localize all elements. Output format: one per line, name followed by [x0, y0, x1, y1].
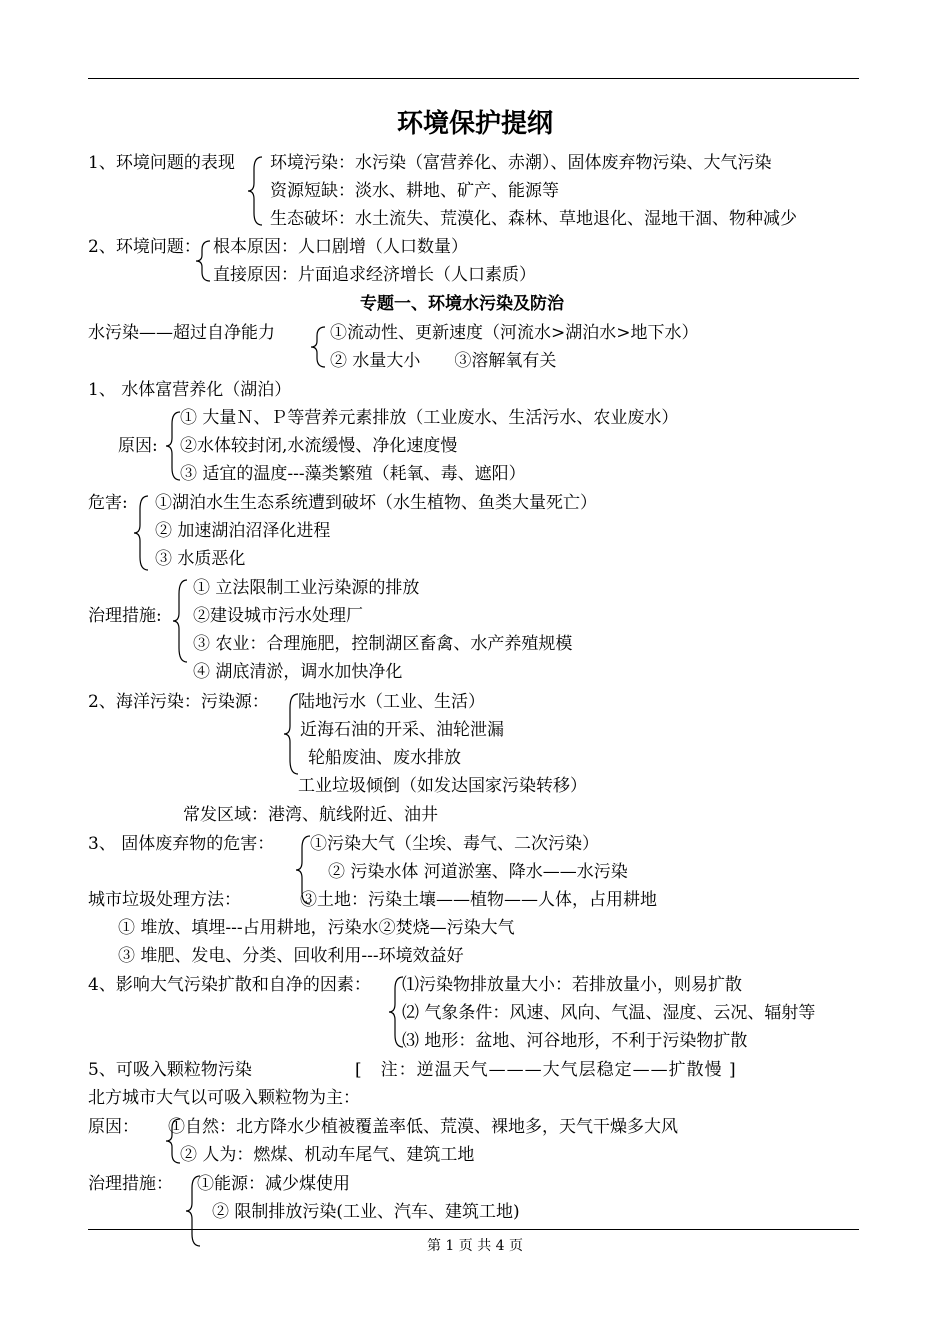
- text-line: 水污染——超过自净能力: [88, 323, 275, 343]
- text-line: ②水体较封闭,水流缓慢、净化速度慢: [180, 436, 458, 456]
- top-rule: [88, 78, 859, 79]
- text-line: 轮船废油、废水排放: [308, 748, 461, 768]
- section-heading: 专题一、环境水污染及防治: [360, 294, 564, 314]
- note: [ 注：逆温天气———大气层稳定——扩散慢 ]: [355, 1060, 737, 1080]
- text-line: ② 加速湖泊沼泽化进程: [155, 521, 331, 541]
- text-line: 2、环境问题：: [88, 237, 201, 257]
- text-line: 生态破坏：水土流失、荒漠化、森林、草地退化、湿地干涸、物种减少: [270, 209, 797, 229]
- text-line: ①流动性、更新速度（河流水>湖泊水>地下水）: [330, 323, 699, 343]
- text-line: ② 人为：燃煤、机动车尾气、建筑工地: [180, 1145, 475, 1165]
- text-line: 1、 水体富营养化（湖泊）: [88, 380, 292, 400]
- brace: [167, 578, 191, 664]
- text-line: 2、海洋污染：污染源：: [88, 692, 269, 712]
- text-line: 资源短缺：淡水、耕地、矿产、能源等: [270, 181, 559, 201]
- text-line: ⑵ 气象条件：风速、风向、气温、湿度、云况、辐射等: [402, 1003, 816, 1023]
- text-line: 城市垃圾处理方法：: [88, 890, 241, 910]
- text-line: 环境污染：水污染（富营养化、赤潮）、固体废弃物污染、大气污染: [270, 153, 772, 173]
- text-line: 治理措施：: [88, 1174, 173, 1194]
- text-line: ④ 湖底清淤，调水加快净化: [193, 662, 403, 682]
- brace: [305, 325, 329, 369]
- text-line: 治理措施:: [88, 606, 162, 626]
- text-line: 1、环境问题的表现: [88, 153, 235, 173]
- text-line: ① 大量Ｎ、Ｐ等营养元素排放（工业废水、生活污水、农业废水）: [180, 408, 679, 428]
- text-line: ①湖泊水生生态系统遭到破坏（水生植物、鱼类大量死亡）: [155, 493, 597, 513]
- text-line: ①自然：北方降水少植被覆盖率低、荒漠、裸地多，天气干燥多大风: [168, 1117, 678, 1137]
- text-line: ③ 农业：合理施肥，控制湖区畜禽、水产养殖规模: [193, 634, 573, 654]
- text-line: ⑶ 地形：盆地、河谷地形，不利于污染物扩散: [402, 1031, 748, 1051]
- text-line: 4、影响大气污染扩散和自净的因素：: [88, 975, 371, 995]
- bottom-rule: [88, 1229, 859, 1230]
- text-line: 近海石油的开采、油轮泄漏: [300, 720, 504, 740]
- text-line: ①能源：减少煤使用: [197, 1174, 350, 1194]
- text-line: ③ 适宜的温度---藻类繁殖（耗氧、毒、遮阳）: [180, 464, 526, 484]
- text-line: 3、 固体废弃物的危害：: [88, 834, 275, 854]
- text-line: 危害:: [88, 493, 128, 513]
- text-line: ① 立法限制工业污染源的排放: [193, 578, 420, 598]
- text-line: ①污染大气（尘埃、毒气、二次污染）: [310, 834, 599, 854]
- brace: [240, 155, 270, 227]
- text-line: ② 污染水体 河道淤塞、降水——水污染: [328, 862, 628, 882]
- text-line: 陆地污水（工业、生活）: [298, 692, 485, 712]
- brace: [190, 239, 214, 283]
- text-line: ③土地：污染土壤——植物——人体，占用耕地: [300, 890, 657, 910]
- page-footer: 第 1 页 共 4 页: [426, 1238, 524, 1254]
- text-line: 北方城市大气以可吸入颗粒物为主：: [88, 1088, 360, 1108]
- text-line: ③ 堆肥、发电、分类、回收利用---环境效益好: [118, 946, 464, 966]
- text-line: ② 水量大小 ③溶解氧有关: [330, 351, 557, 371]
- text-line: ②建设城市污水处理厂: [193, 606, 363, 626]
- text-line: ⑴污染物排放量大小：若排放量小，则易扩散: [402, 975, 742, 995]
- text-line: 原因：: [88, 1117, 139, 1137]
- text-line: 直接原因：片面追求经济增长（人口素质）: [213, 265, 536, 285]
- text-line: 常发区域：港湾、航线附近、油井: [183, 805, 438, 825]
- text-line: ② 限制排放污染(工业、汽车、建筑工地): [212, 1202, 520, 1222]
- page-title: 环境保护提纲: [396, 109, 553, 139]
- text-line: 5、可吸入颗粒物污染: [88, 1060, 252, 1080]
- brace: [128, 494, 152, 572]
- text-line: 原因:: [118, 436, 158, 456]
- text-line: ① 堆放、填埋---占用耕地，污染水②焚烧—污染大气: [118, 918, 515, 938]
- text-line: 工业垃圾倾倒（如发达国家污染转移）: [298, 776, 587, 796]
- text-line: ③ 水质恶化: [155, 549, 246, 569]
- text-line: 根本原因：人口剧增（人口数量）: [213, 237, 468, 257]
